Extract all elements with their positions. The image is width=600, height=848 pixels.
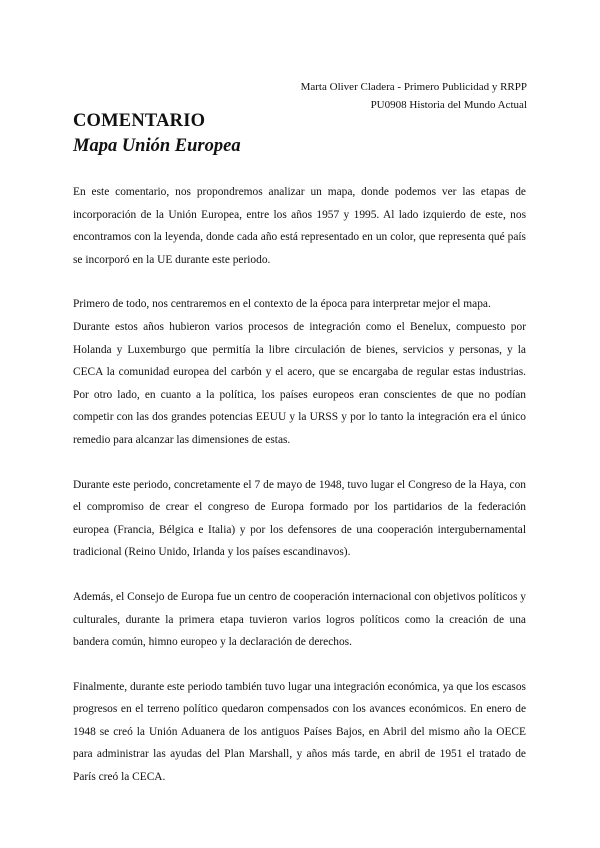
paragraph-text: Durante estos años hubieron varios procesos de integración como el Benelux, compuesto por Holanda y Luxemburgo que permitía la libre circulación de bienes, servicios y personas, y la CECA la comunidad europea del carbón y el acero, que se encargaba de regular estas industrias. Por otro lado, en cuanto a la política, los países europeos eran conscientes de que no podían competir con las dos grandes potencias EEUU y la URSS y por lo tanto la integración era el único remedio para alcanzar las dimensiones de estas. [73, 320, 526, 446]
paragraph-text: En este comentario, nos propondremos analizar un mapa, donde podemos ver las etapas de incorporación de la Unión Europea, entre los años 1957 y 1995. Al lado izquierdo de este, nos encontramos con la leyenda, donde cada año está representado en un color, que representa qué país se incorporó en la UE durante este periodo. [73, 186, 526, 266]
course-line: PU0908 Historia del Mundo Actual [370, 99, 527, 111]
paragraph-text: Finalmente, durante este periodo también tuvo lugar una integración económica, ya que los escasos progresos en el terreno político quedaron compensados con los avances económicos. En enero de 1948 se creó la Unión Aduanera de los antiguos Países Bajos, en Abril del mismo año la OECE para administrar las ayudas del Plan Marshall, y años más tarde, en abril de 1951 el tratado de París creó la CECA. [73, 680, 526, 784]
paragraph-text: Primero de todo, nos centraremos en el contexto de la época para interpretar mejor el mapa. [73, 298, 491, 311]
paragraph-congress [73, 474, 526, 564]
paragraph-council [73, 586, 526, 654]
document-body [73, 181, 526, 811]
paragraph-text: Además, el Consejo de Europa fue un centro de cooperación internacional con objetivos políticos y culturales, durante la primera etapa tuvieron varios logros políticos como la creación de una bandera común, himno europeo y la declaración de derechos. [73, 590, 526, 649]
document-subtitle: Mapa Unión Europea [73, 136, 241, 156]
paragraph-economic [73, 676, 526, 789]
paragraph-context [73, 293, 526, 451]
paragraph-text: Durante este periodo, concretamente el 7 de mayo de 1948, tuvo lugar el Congreso de la Haya, con el compromiso de crear el congreso de Europa formado por los partidarios de la federación europea (Francia, Bélgica e Italia) y por los defensores de una cooperación intergubernamental tradicional (Reino Unido, Irlanda y los países escandinavos). [73, 478, 526, 559]
document-title: COMENTARIO [73, 111, 206, 131]
author-line: Marta Oliver Cladera - Primero Publicidad y RRPP [300, 81, 527, 93]
document-header [301, 78, 527, 114]
paragraph-intro [73, 181, 526, 271]
